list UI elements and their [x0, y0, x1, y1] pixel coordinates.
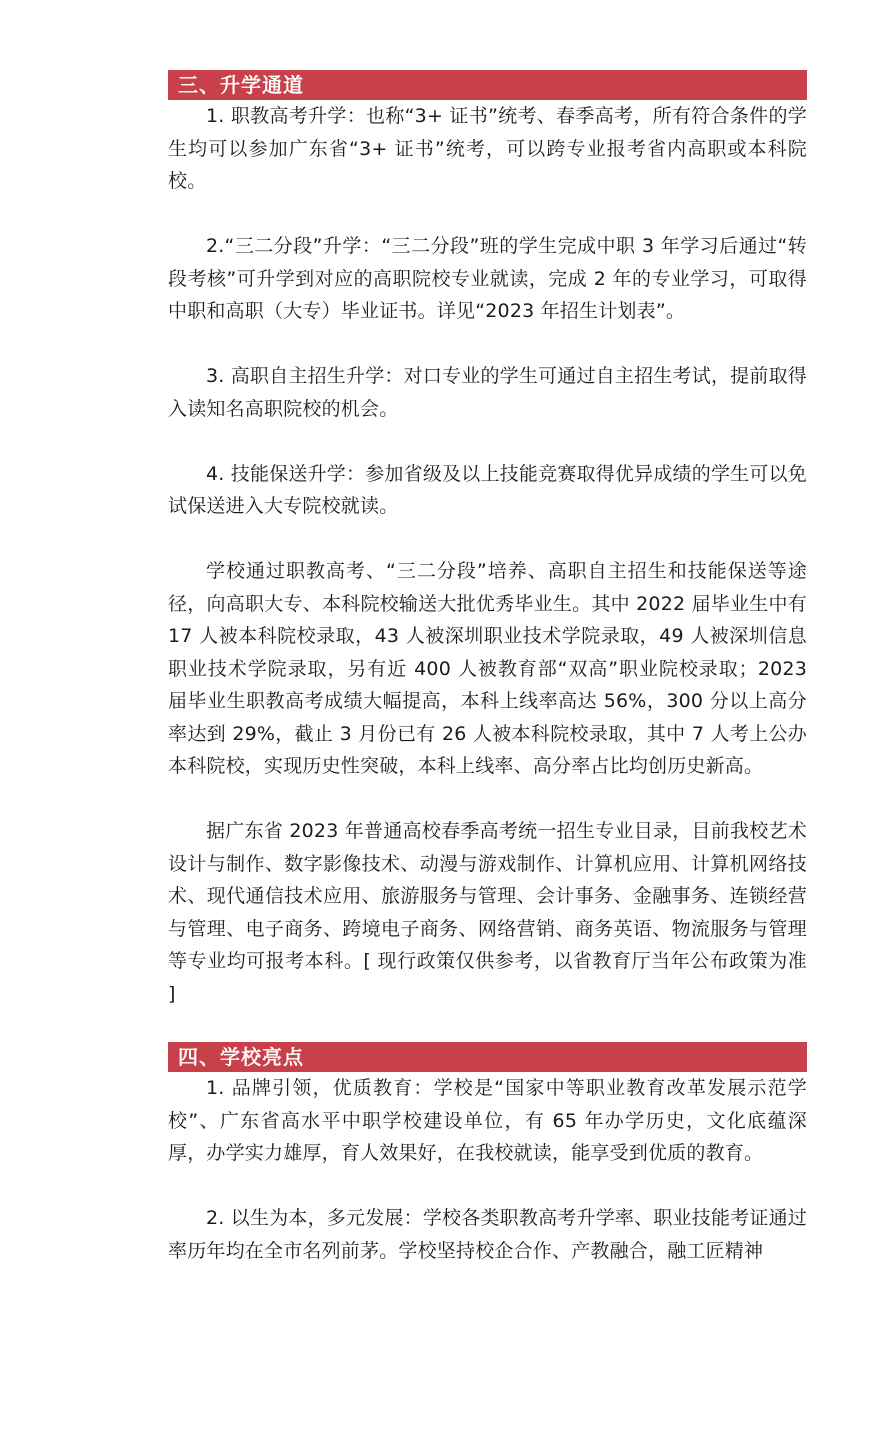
section-spacer	[168, 1010, 807, 1042]
paragraph-student-centered: 2. 以生为本，多元发展：学校各类职教高考升学率、职业技能考证通过率历年均在全市名列前茅。学校坚持校企合作、产教融合，融工匠精神	[168, 1207, 807, 1262]
paragraph-skill-recommendation: 4. 技能保送升学：参加省级及以上技能竞赛取得优异成绩的学生可以免试保送进入大专院校就读。	[168, 462, 807, 517]
document-page	[168, 70, 807, 1267]
paragraph-spacer	[168, 425, 807, 458]
paragraph-independent-enrollment: 3. 高职自主招生升学：对口专业的学生可通过自主招生考试，提前取得入读知名高职院校的机会。	[168, 365, 807, 420]
paragraph-brand-quality: 1. 品牌引领，优质教育：学校是“国家中等职业教育改革发展示范学校”、广东省高水平中职学校建设单位，有 65 年办学历史，文化底蕴深厚，办学实力雄厚，育人效果好，在我校就读，能享受到优质的教育。	[168, 1077, 807, 1164]
paragraph-spacer	[168, 1170, 807, 1203]
paragraph-three-two-segment: 2.“三二分段”升学：“三二分段”班的学生完成中职 3 年学习后通过“转段考核”可升学到对应的高职院校专业就读，完成 2 年的专业学习，可取得中职和高职（大专）毕业证书。详见“2023 年招生计划表”。	[168, 235, 807, 322]
paragraph-majors-eligible: 据广东省 2023 年普通高校春季高考统一招生专业目录，目前我校艺术设计与制作、数字影像技术、动漫与游戏制作、计算机应用、计算机网络技术、现代通信技术应用、旅游服务与管理、会计事务、金融事务、连锁经营与管理、电子商务、跨境电子商务、网络营销、商务英语、物流服务与管理等专业均可报考本科。[ 现行政策仅供参考，以省教育厅当年公布政策为准 ]	[168, 820, 807, 1005]
paragraph-spacer	[168, 523, 807, 556]
paragraph-spacer	[168, 783, 807, 816]
paragraph-spacer	[168, 328, 807, 361]
paragraph-spacer	[168, 198, 807, 231]
section-header-school-highlights: 四、学校亮点	[168, 1042, 807, 1072]
paragraph-vocational-exam: 1. 职教高考升学：也称“3+ 证书”统考、春季高考，所有符合条件的学生均可以参加广东省“3+ 证书”统考，可以跨专业报考省内高职或本科院校。	[168, 105, 807, 192]
section-header-admission-pathways: 三、升学通道	[168, 70, 807, 100]
paragraph-graduate-results: 学校通过职教高考、“三二分段”培养、高职自主招生和技能保送等途径，向高职大专、本科院校输送大批优秀毕业生。其中 2022 届毕业生中有 17 人被本科院校录取，43 人被深圳职业技术学院录取，49 人被深圳信息职业技术学院录取，另有近 400 人被教育部“双高”职业院校录取；2023 届毕业生职教高考成绩大幅提高，本科上线率高达 56%，300 分以上高分率达到 29%，截止 3 月份已有 26 人被本科院校录取，其中 7 人考上公办本科院校，实现历史性突破，本科上线率、高分率占比均创历史新高。	[168, 560, 807, 777]
